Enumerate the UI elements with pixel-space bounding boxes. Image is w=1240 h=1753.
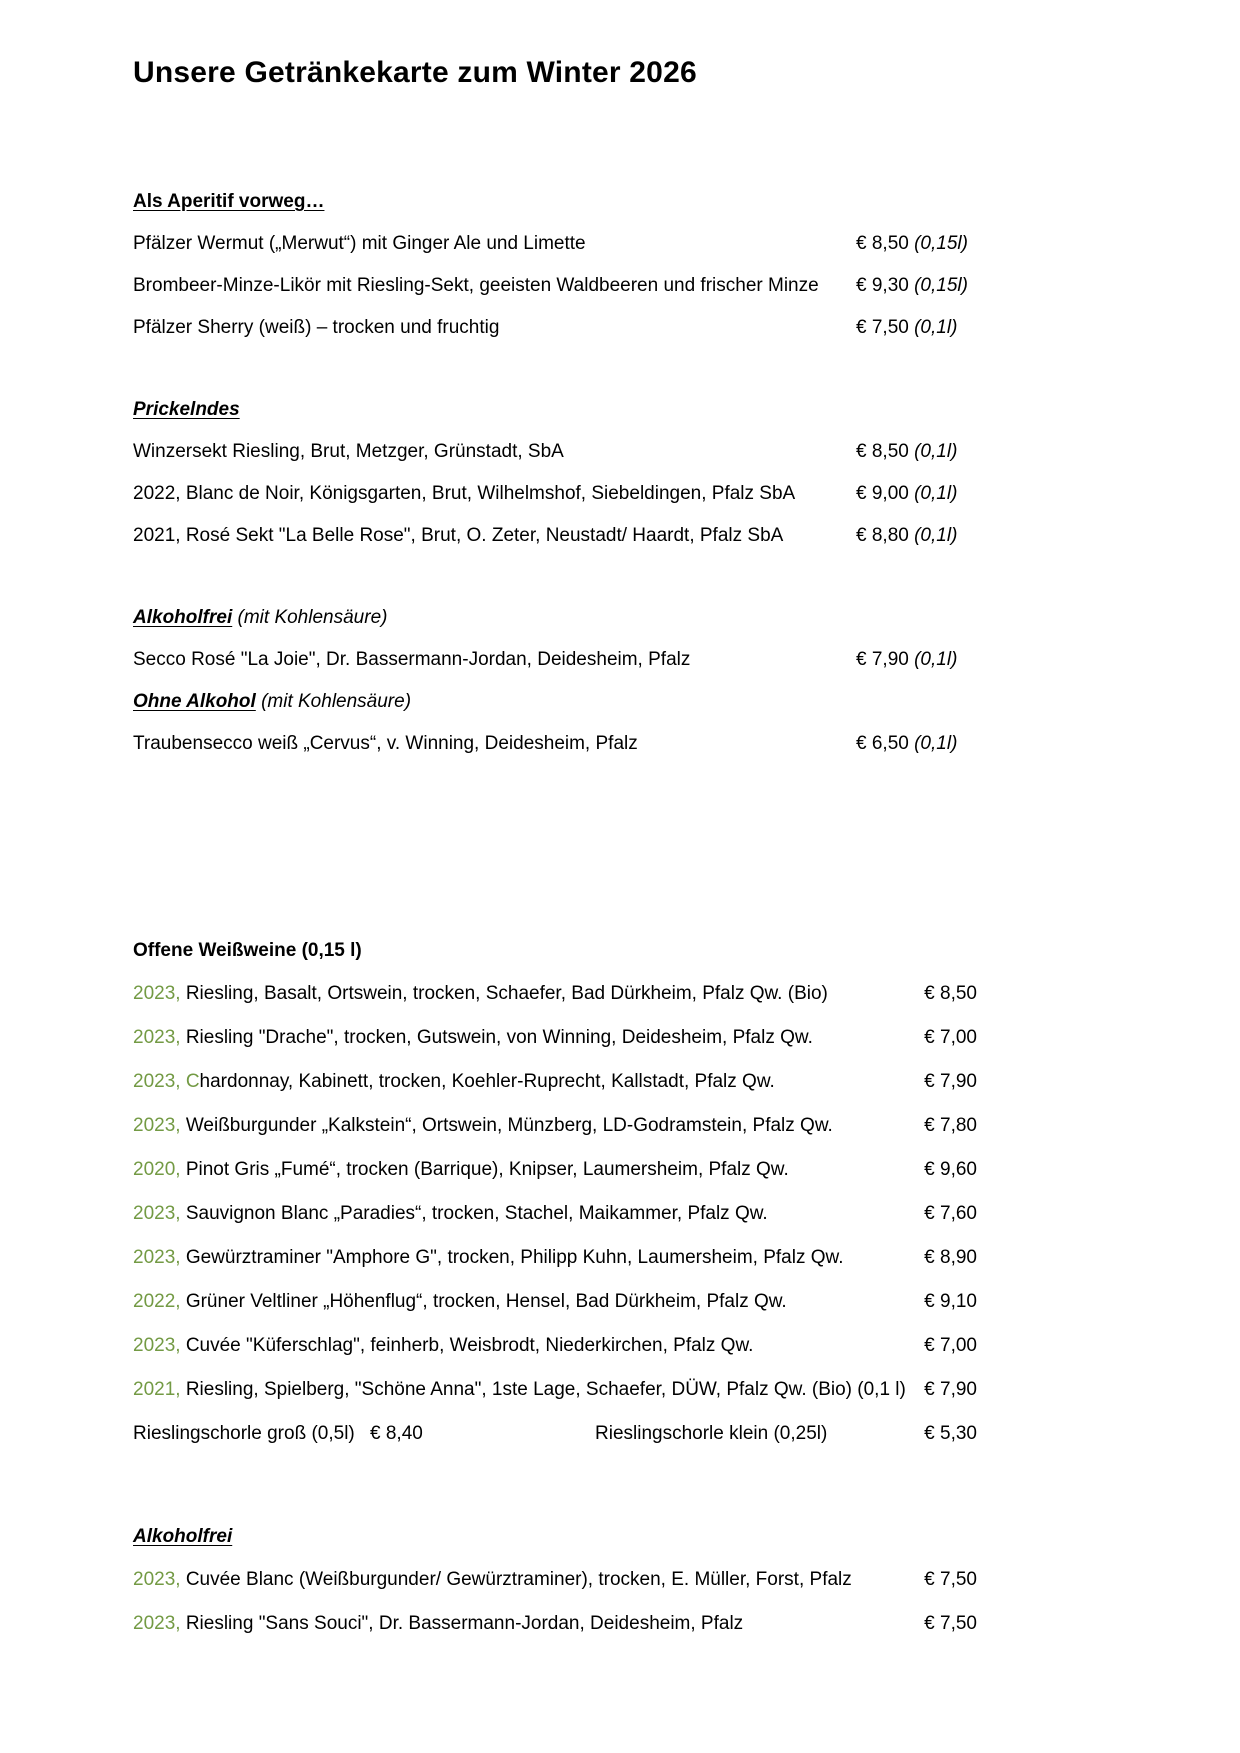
wine-item <box>133 1236 977 1280</box>
schorle-row <box>133 1412 977 1456</box>
section-heading-suffix: (mit Kohlensäure) <box>255 691 412 712</box>
section-weissweine-heading <box>133 930 977 972</box>
wine-year: 2023, <box>133 1115 181 1136</box>
menu-item <box>133 723 977 765</box>
item-price <box>856 223 977 265</box>
item-price <box>856 639 977 681</box>
price-amount: € 8,50 <box>856 233 909 254</box>
item-text: Traubensecco weiß „Cervus“, v. Winning, Deidesheim, Pfalz <box>133 733 638 754</box>
section-alkoholfrei-wein <box>133 1516 977 1646</box>
price-amount: € 6,50 <box>856 733 909 754</box>
item-text <box>133 1192 920 1236</box>
item-text <box>133 1104 920 1148</box>
item-text: Pfälzer Wermut („Merwut“) mit Ginger Ale und Limette <box>133 233 586 254</box>
item-text <box>133 1280 920 1324</box>
item-price: € 7,00 <box>924 1027 977 1048</box>
wine-description: Riesling, Spielberg, "Schöne Anna", 1ste Lage, Schaefer, DÜW, Pfalz Qw. (Bio) (0,1 l) <box>180 1379 906 1400</box>
item-price: € 7,90 <box>924 1071 977 1092</box>
section-prickelndes <box>133 389 977 557</box>
section-alkoholfrei-wein-heading <box>133 1516 977 1558</box>
price-amount: € 8,80 <box>856 525 909 546</box>
price-amount: € 8,50 <box>856 441 909 462</box>
item-text: 2022, Blanc de Noir, Königsgarten, Brut, Wilhelmshof, Siebeldingen, Pfalz SbA <box>133 483 796 504</box>
section-ohne-alkohol-heading <box>133 681 977 723</box>
item-price: € 7,50 <box>924 1569 977 1590</box>
wine-description: Grüner Veltliner „Höhenflug“, trocken, Hensel, Bad Dürkheim, Pfalz Qw. <box>180 1291 787 1312</box>
item-text <box>133 1060 920 1104</box>
item-price: € 7,50 <box>924 1613 977 1634</box>
item-price: € 9,10 <box>924 1291 977 1312</box>
wine-item <box>133 1280 977 1324</box>
price-volume: (0,1l) <box>914 441 958 462</box>
item-text: 2021, Rosé Sekt "La Belle Rose", Brut, O. Zeter, Neustadt/ Haardt, Pfalz SbA <box>133 525 784 546</box>
section-prickelndes-heading <box>133 389 977 431</box>
wine-year: 2021, <box>133 1379 181 1400</box>
menu-item <box>133 265 977 307</box>
wine-description: Gewürztraminer "Amphore G", trocken, Philipp Kuhn, Laumersheim, Pfalz Qw. <box>180 1247 844 1268</box>
wine-year: 2023, <box>133 1247 181 1268</box>
menu-item <box>133 431 977 473</box>
wine-item <box>133 1324 977 1368</box>
wine-item <box>133 1060 977 1104</box>
section-heading-text: Offene Weißweine (0,15 l) <box>133 940 362 961</box>
wine-item <box>133 1192 977 1236</box>
item-price <box>856 431 977 473</box>
item-price: € 7,80 <box>924 1115 977 1136</box>
item-price: € 8,50 <box>924 983 977 1004</box>
wine-description: Cuvée Blanc (Weißburgunder/ Gewürztraminer), trocken, E. Müller, Forst, Pfalz <box>180 1569 852 1590</box>
schorle-gross-price: € 8,40 <box>370 1423 423 1444</box>
item-text <box>133 1324 920 1368</box>
item-text: Pfälzer Sherry (weiß) – trocken und fruchtig <box>133 317 500 338</box>
schorle-klein-price: € 5,30 <box>924 1423 977 1444</box>
schorle-klein-label: Rieslingschorle klein (0,25l) <box>595 1423 828 1444</box>
page-title: Unsere Getränkekarte zum Winter 2026 <box>133 56 697 89</box>
wine-description: Riesling, Basalt, Ortswein, trocken, Schaefer, Bad Dürkheim, Pfalz Qw. (Bio) <box>180 983 828 1004</box>
item-text: Brombeer-Minze-Likör mit Riesling-Sekt, geeisten Waldbeeren und frischer Minze <box>133 275 819 296</box>
section-heading-text: Prickelndes <box>133 399 240 420</box>
price-volume: (0,15l) <box>914 233 968 254</box>
item-text <box>133 972 920 1016</box>
item-price: € 8,90 <box>924 1247 977 1268</box>
price-amount: € 7,90 <box>856 649 909 670</box>
wine-year: 2020, <box>133 1159 181 1180</box>
wine-description: Riesling "Drache", trocken, Gutswein, von Winning, Deidesheim, Pfalz Qw. <box>180 1027 813 1048</box>
wine-item <box>133 1148 977 1192</box>
price-volume: (0,1l) <box>914 525 958 546</box>
wine-year: 2023, C <box>133 1071 200 1092</box>
wine-year: 2023, <box>133 1203 181 1224</box>
wine-year: 2023, <box>133 1569 181 1590</box>
wine-item <box>133 1368 977 1412</box>
section-heading-text: Alkoholfrei <box>133 1526 233 1547</box>
menu-content <box>133 55 977 1646</box>
item-text <box>133 1236 920 1280</box>
menu-item <box>133 307 977 349</box>
wine-year: 2023, <box>133 1027 181 1048</box>
menu-item <box>133 639 977 681</box>
section-heading-suffix: (mit Kohlensäure) <box>232 607 388 628</box>
price-amount: € 9,00 <box>856 483 909 504</box>
item-price: € 7,60 <box>924 1203 977 1224</box>
price-amount: € 7,50 <box>856 317 909 338</box>
section-heading-text: Alkoholfrei <box>133 607 233 628</box>
section-alkoholfrei-sekt <box>133 597 977 681</box>
wine-description: Pinot Gris „Fumé“, trocken (Barrique), Knipser, Laumersheim, Pfalz Qw. <box>180 1159 789 1180</box>
item-text: Winzersekt Riesling, Brut, Metzger, Grünstadt, SbA <box>133 441 564 462</box>
item-text <box>133 1368 920 1412</box>
item-text: Secco Rosé "La Joie", Dr. Bassermann-Jordan, Deidesheim, Pfalz <box>133 649 691 670</box>
wine-year: 2023, <box>133 1335 181 1356</box>
wine-item <box>133 1016 977 1060</box>
section-aperitif-heading <box>133 181 977 223</box>
item-price <box>856 473 977 515</box>
menu-item <box>133 473 977 515</box>
wine-item <box>133 972 977 1016</box>
menu-item <box>133 223 977 265</box>
wine-year: 2022, <box>133 1291 181 1312</box>
price-volume: (0,1l) <box>914 317 958 338</box>
item-price: € 7,90 <box>924 1379 977 1400</box>
wine-description: Sauvignon Blanc „Paradies“, trocken, Stachel, Maikammer, Pfalz Qw. <box>180 1203 768 1224</box>
section-ohne-alkohol <box>133 681 977 765</box>
item-price: € 9,60 <box>924 1159 977 1180</box>
item-text <box>133 1148 920 1192</box>
item-price <box>856 723 977 765</box>
wine-item <box>133 1104 977 1148</box>
wine-year: 2023, <box>133 983 181 1004</box>
wine-description: hardonnay, Kabinett, trocken, Koehler-Ruprecht, Kallstadt, Pfalz Qw. <box>199 1071 775 1092</box>
price-amount: € 9,30 <box>856 275 909 296</box>
price-volume: (0,1l) <box>914 483 958 504</box>
item-price <box>856 265 977 307</box>
price-volume: (0,1l) <box>914 733 958 754</box>
item-text <box>133 1602 920 1646</box>
wine-year: 2023, <box>133 1613 181 1634</box>
menu-item <box>133 515 977 557</box>
price-volume: (0,15l) <box>914 275 968 296</box>
wine-description: Weißburgunder „Kalkstein“, Ortswein, Münzberg, LD-Godramstein, Pfalz Qw. <box>180 1115 833 1136</box>
schorle-gross-label: Rieslingschorle groß (0,5l) <box>133 1423 355 1444</box>
item-text <box>133 1016 920 1060</box>
section-heading-text: Ohne Alkohol <box>133 691 256 712</box>
item-text <box>133 1558 920 1602</box>
wine-description: Cuvée "Küferschlag", feinherb, Weisbrodt, Niederkirchen, Pfalz Qw. <box>180 1335 754 1356</box>
section-heading-text: Als Aperitif vorweg… <box>133 191 325 212</box>
wine-item <box>133 1602 977 1646</box>
wine-description: Riesling "Sans Souci", Dr. Bassermann-Jordan, Deidesheim, Pfalz <box>180 1613 744 1634</box>
item-price <box>856 515 977 557</box>
section-weissweine <box>133 930 977 1456</box>
section-aperitif <box>133 181 977 349</box>
price-volume: (0,1l) <box>914 649 958 670</box>
item-price <box>856 307 977 349</box>
item-price: € 7,00 <box>924 1335 977 1356</box>
wine-item <box>133 1558 977 1602</box>
section-alkoholfrei-heading <box>133 597 977 639</box>
